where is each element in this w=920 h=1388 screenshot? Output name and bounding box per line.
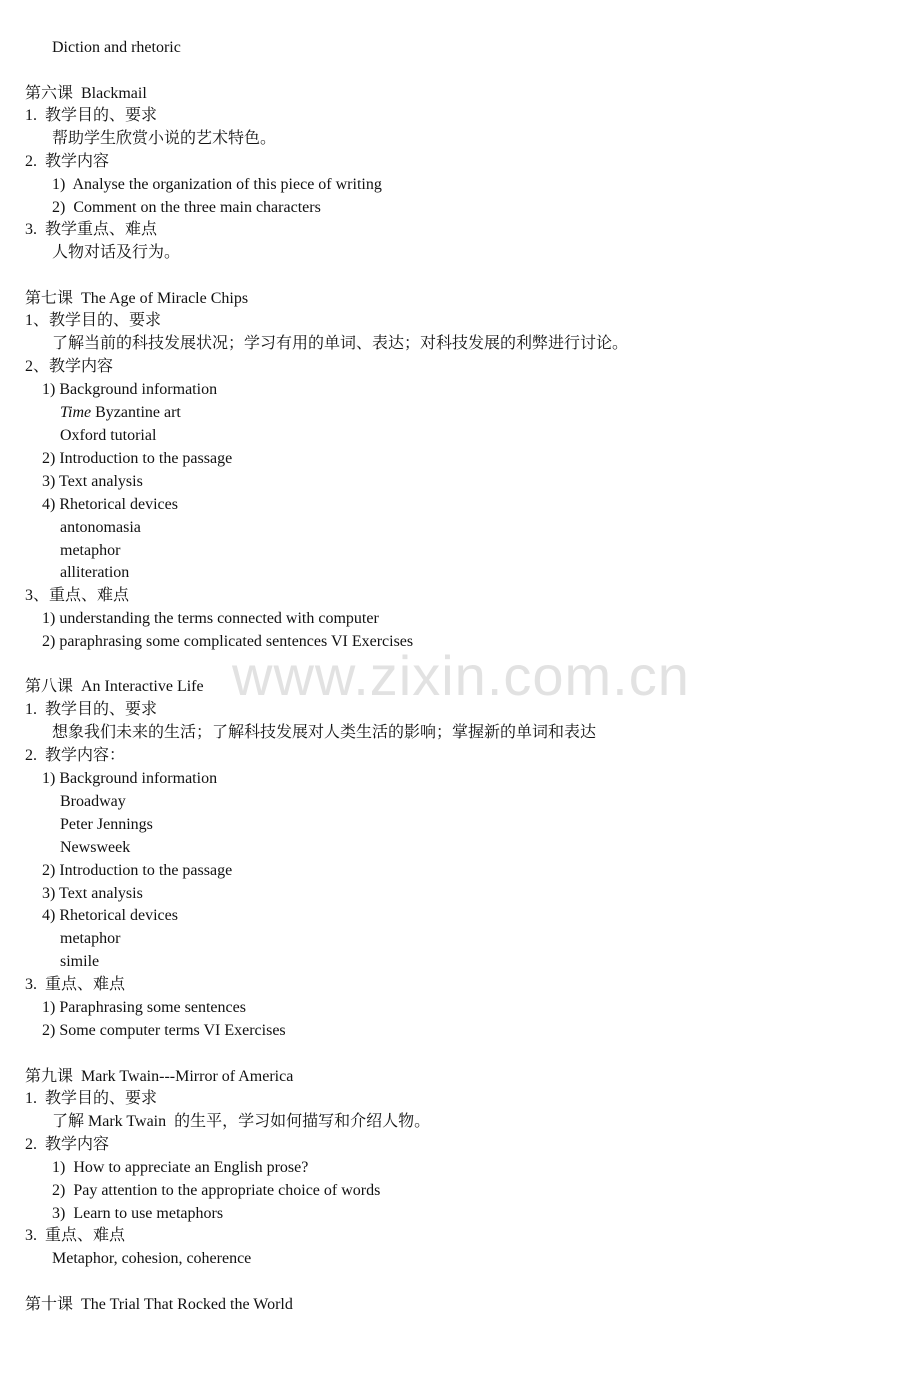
text-line: 2) Some computer terms VI Exercises bbox=[42, 1022, 286, 1039]
text-line: 第六课 Blackmail bbox=[25, 85, 147, 102]
text-line: 第九课 Mark Twain---Mirror of America bbox=[25, 1068, 294, 1085]
text-line: 1. 教学目的、要求 bbox=[25, 701, 158, 718]
text-line: 人物对话及行为。 bbox=[52, 244, 181, 261]
text-line: 了解 Mark Twain 的生平，学习如何描写和介绍人物。 bbox=[52, 1113, 431, 1130]
text-line: Oxford tutorial bbox=[60, 427, 157, 444]
text-line bbox=[60, 402, 181, 424]
text-line: simile bbox=[60, 953, 100, 970]
italic-term: Time bbox=[60, 404, 92, 421]
watermark: www.zixin.com.cn bbox=[232, 644, 690, 707]
text-line: 2) Introduction to the passage bbox=[42, 862, 233, 879]
text-line: 帮助学生欣赏小说的艺术特色。 bbox=[52, 130, 277, 147]
text-line: 1) How to appreciate an English prose? bbox=[52, 1159, 309, 1176]
text-line: 3) Learn to use metaphors bbox=[52, 1205, 224, 1222]
text-line: 3. 重点、难点 bbox=[25, 976, 126, 993]
text-line: 2. 教学内容： bbox=[25, 747, 126, 764]
text-line: 想象我们未来的生活；了解科技发展对人类生活的影响；掌握新的单词和表达 bbox=[52, 724, 597, 741]
text-line: 1) understanding the terms connected with computer bbox=[42, 610, 379, 627]
text-line: 3. 教学重点、难点 bbox=[25, 221, 158, 238]
text-line: 2) Pay attention to the appropriate choice of words bbox=[52, 1182, 381, 1199]
text-line: 第七课 The Age of Miracle Chips bbox=[25, 290, 249, 307]
text-line: 1) Paraphrasing some sentences bbox=[42, 999, 246, 1016]
text-line: antonomasia bbox=[60, 519, 141, 536]
text-line: 了解当前的科技发展状况；学习有用的单词、表达；对科技发展的利弊进行讨论。 bbox=[52, 335, 629, 352]
text-line: 2) Introduction to the passage bbox=[42, 450, 233, 467]
text-line: 2) paraphrasing some complicated sentences VI Exercises bbox=[42, 633, 414, 650]
text-line: 3. 重点、难点 bbox=[25, 1227, 126, 1244]
text-line: 1. 教学目的、要求 bbox=[25, 107, 158, 124]
text-line: 第八课 An Interactive Life bbox=[25, 678, 204, 695]
text-line: Metaphor, cohesion, coherence bbox=[52, 1250, 252, 1267]
text-line: alliteration bbox=[60, 564, 130, 581]
text-line: Broadway bbox=[60, 793, 126, 810]
text-line: Newsweek bbox=[60, 839, 131, 856]
text-line: metaphor bbox=[60, 930, 121, 947]
line-text: Byzantine art bbox=[91, 404, 181, 421]
text-line: 3、重点、难点 bbox=[25, 587, 130, 604]
text-line: 1) Analyse the organization of this piece of writing bbox=[52, 176, 382, 193]
text-line: 1、教学目的、要求 bbox=[25, 312, 162, 329]
text-line: 4) Rhetorical devices bbox=[42, 907, 178, 924]
text-line: Peter Jennings bbox=[60, 816, 153, 833]
text-line: 1. 教学目的、要求 bbox=[25, 1090, 158, 1107]
text-line: metaphor bbox=[60, 542, 121, 559]
text-line: 2、教学内容 bbox=[25, 358, 114, 375]
text-line: 1) Background information bbox=[42, 381, 218, 398]
text-line: 3) Text analysis bbox=[42, 885, 143, 902]
text-line: 4) Rhetorical devices bbox=[42, 496, 178, 513]
text-line: 2. 教学内容 bbox=[25, 153, 110, 170]
text-line: 3) Text analysis bbox=[42, 473, 143, 490]
text-line: 第十课 The Trial That Rocked the World bbox=[25, 1296, 293, 1313]
text-line: 2. 教学内容 bbox=[25, 1136, 110, 1153]
text-line: 1) Background information bbox=[42, 770, 218, 787]
text-line: 2) Comment on the three main characters bbox=[52, 199, 321, 216]
text-line: Diction and rhetoric bbox=[52, 39, 181, 56]
